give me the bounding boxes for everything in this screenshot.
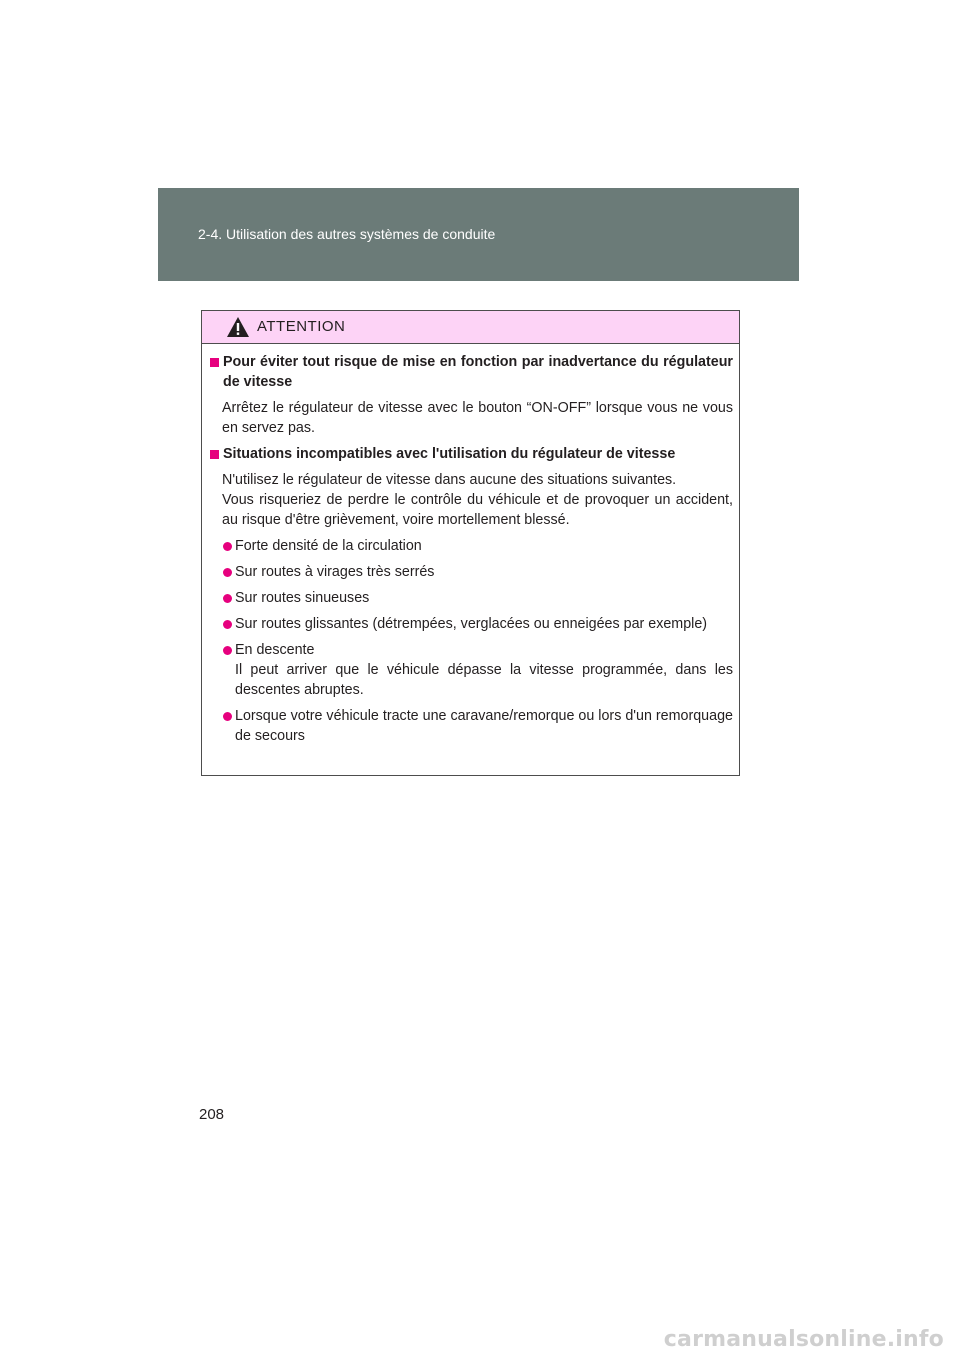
- square-bullet-icon: [210, 358, 219, 367]
- watermark: carmanualsonline.info: [663, 1327, 944, 1352]
- list-item-title: En descente: [235, 642, 315, 658]
- list-item-text: Sur routes sinueuses: [235, 590, 370, 606]
- list-item: [210, 614, 733, 634]
- list-item-text: [235, 640, 733, 700]
- page-number: 208: [199, 1106, 225, 1123]
- list-item: [210, 536, 733, 556]
- warning-title: ATTENTION: [257, 318, 346, 335]
- section-header-band: [158, 188, 799, 281]
- round-bullet-icon: [223, 594, 232, 603]
- round-bullet-icon: [223, 646, 232, 655]
- round-bullet-icon: [223, 568, 232, 577]
- section-heading-text: Situations incompatibles avec l'utilisation du régulateur de vitesse: [223, 446, 676, 462]
- warning-triangle-icon: [226, 316, 250, 338]
- warning-box: [201, 310, 740, 776]
- round-bullet-icon: [223, 712, 232, 721]
- list-item-text: Lorsque votre véhicule tracte une caravane/remorque ou lors d'un remorquage de secours: [235, 708, 733, 744]
- warning-body: [202, 344, 739, 746]
- section-heading: [210, 352, 733, 392]
- round-bullet-icon: [223, 620, 232, 629]
- warning-section-1: [210, 352, 733, 438]
- paragraph: Vous risqueriez de perdre le contrôle du véhicule et de provoquer un accident, au risque d'être grièvement, voire mortellement blessé.: [222, 492, 733, 528]
- list-item: [210, 588, 733, 608]
- paragraph: N'utilisez le régulateur de vitesse dans aucune des situations suivantes.: [222, 472, 677, 488]
- section-heading-text: Pour éviter tout risque de mise en fonction par inadvertance du régulateur de vitesse: [223, 354, 733, 390]
- square-bullet-icon: [210, 450, 219, 459]
- section-heading: [210, 444, 733, 464]
- paragraph: Arrêtez le régulateur de vitesse avec le bouton “ON-OFF” lorsque vous ne vous en servez pas.: [222, 400, 733, 436]
- list-item: [210, 640, 733, 700]
- list-item-text: Sur routes glissantes (détrempées, verglacées ou enneigées par exemple): [235, 616, 708, 632]
- warning-section-2: [210, 444, 733, 746]
- list-item: [210, 562, 733, 582]
- warning-header: [202, 311, 739, 344]
- list-item-text: Forte densité de la circulation: [235, 538, 422, 554]
- list-item-note: Il peut arriver que le véhicule dépasse la vitesse programmée, dans les descentes abruptes.: [235, 662, 733, 698]
- list-item: [210, 706, 733, 746]
- round-bullet-icon: [223, 542, 232, 551]
- list-item-text: Sur routes à virages très serrés: [235, 564, 435, 580]
- section-title: 2-4. Utilisation des autres systèmes de conduite: [198, 226, 496, 242]
